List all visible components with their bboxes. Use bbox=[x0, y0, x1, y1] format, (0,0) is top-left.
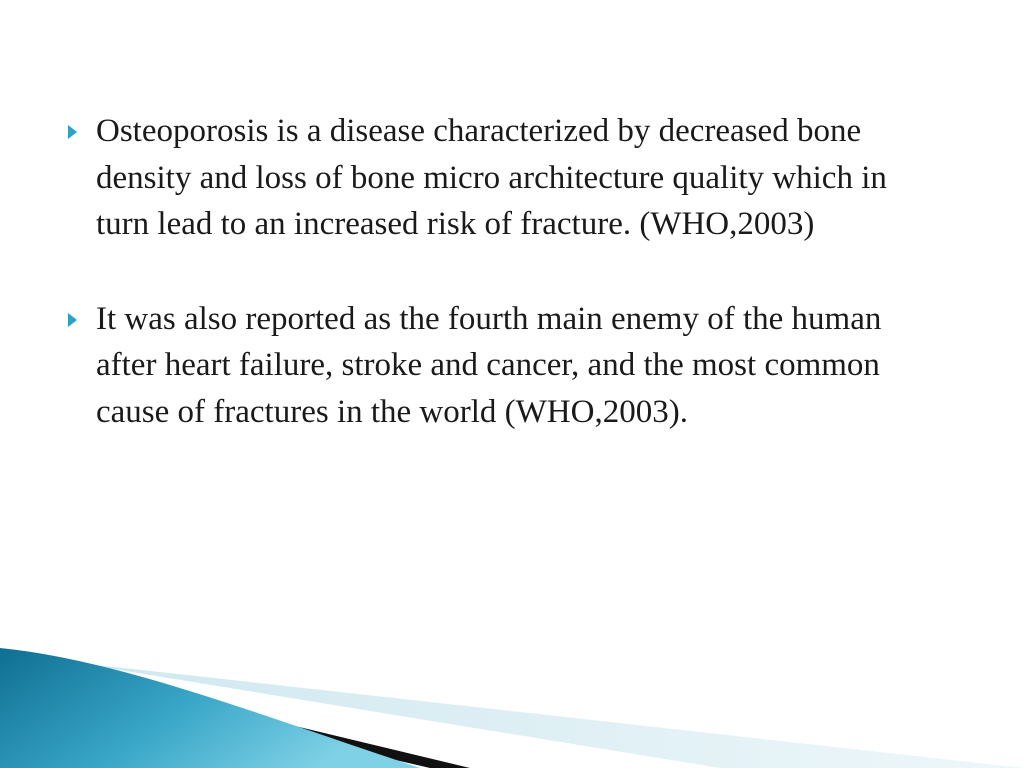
bullet-item bbox=[68, 108, 948, 248]
triangle-bullet-icon bbox=[68, 313, 77, 327]
bullet-text: Osteoporosis is a disease characterized by decreased bone density and loss of bone micro architecture quality which in turn lead to an increased risk of fracture. (WHO,2003) bbox=[96, 113, 887, 242]
bullet-item bbox=[68, 296, 948, 436]
wave-black-stripe bbox=[0, 660, 470, 768]
bullet-text: It was also reported as the fourth main enemy of the human after heart failure, stroke and cancer, and the most common cause of fractures in the world (WHO,2003). bbox=[96, 300, 882, 430]
bullet-list bbox=[68, 108, 948, 483]
wave-pale-band bbox=[70, 662, 1024, 768]
wave-blue-wedge bbox=[0, 648, 420, 768]
triangle-bullet-icon bbox=[68, 125, 77, 139]
